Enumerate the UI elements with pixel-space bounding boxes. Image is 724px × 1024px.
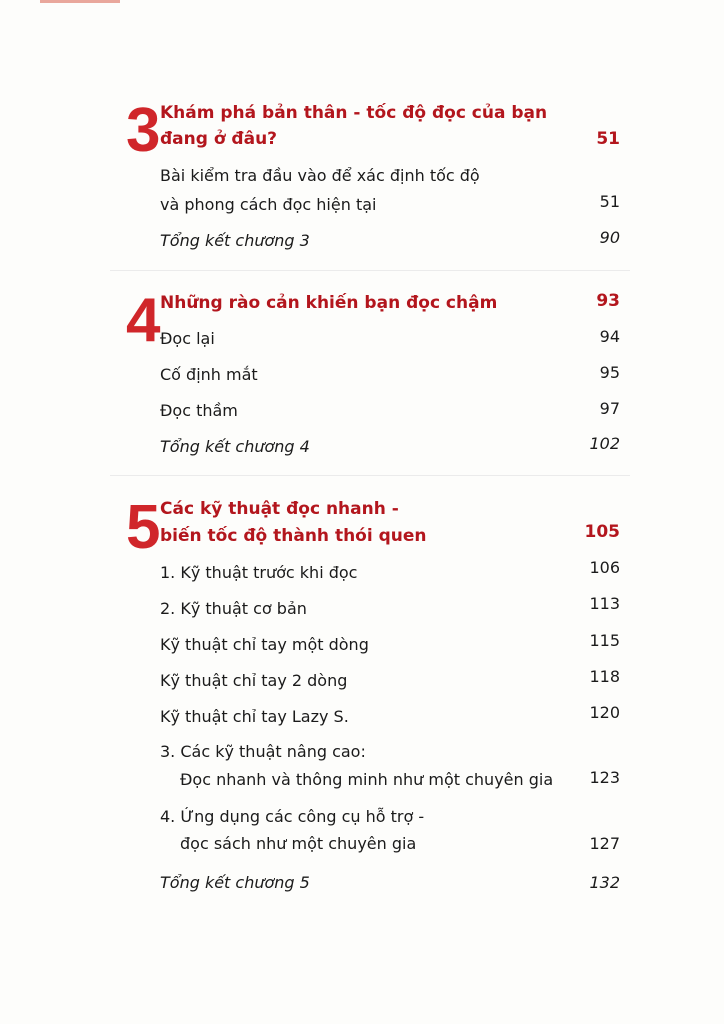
toc-entry-page: 90 <box>599 228 620 247</box>
toc-entry-page: 127 <box>589 834 620 853</box>
toc-entry-line: Đọc thầm <box>160 401 238 420</box>
toc-entry-line: Kỹ thuật chỉ tay 2 dòng <box>160 671 348 690</box>
chapter-number: 4 <box>126 286 159 355</box>
toc-entry-line: Tổng kết chương 4 <box>160 437 310 456</box>
toc-entry-page: 113 <box>589 594 620 613</box>
chapter-number: 5 <box>126 493 159 562</box>
toc-entry-line: Đọc lại <box>160 329 215 348</box>
chapter-number: 3 <box>126 96 159 165</box>
toc-entry-page: 106 <box>589 558 620 577</box>
toc-entry-page: 102 <box>589 434 620 453</box>
toc-entry-page: 120 <box>589 703 620 722</box>
chapter-page-number: 51 <box>596 129 620 149</box>
toc-entry-line: Tổng kết chương 3 <box>160 231 310 250</box>
section-divider <box>110 475 630 476</box>
toc-entry-page: 118 <box>589 667 620 686</box>
toc-entry-line: đọc sách như một chuyên gia <box>180 834 417 853</box>
toc-entry-page: 115 <box>589 631 620 650</box>
toc-entry-page: 132 <box>589 873 620 892</box>
chapter-page-number: 93 <box>596 291 620 311</box>
toc-entry-line: Kỹ thuật chỉ tay Lazy S. <box>160 707 349 726</box>
toc-entry-line: 3. Các kỹ thuật nâng cao: <box>160 742 366 761</box>
toc-entry-page: 94 <box>599 327 620 346</box>
toc-entry-line: 1. Kỹ thuật trước khi đọc <box>160 563 358 582</box>
toc-entry-line: Cố định mắt <box>160 365 258 384</box>
chapter-page-number: 105 <box>584 522 620 542</box>
chapter-title-line: Khám phá bản thân - tốc độ đọc của bạn <box>160 103 548 123</box>
toc-entry-line: Bài kiểm tra đầu vào để xác định tốc độ <box>160 166 480 185</box>
toc-entry-line: 4. Ứng dụng các công cụ hỗ trợ - <box>160 807 425 826</box>
toc-entry-page: 123 <box>589 768 620 787</box>
toc-entry-page: 51 <box>599 192 620 211</box>
toc-entry-line: 2. Kỹ thuật cơ bản <box>160 599 307 618</box>
chapter-title-line: biến tốc độ thành thói quen <box>160 526 427 546</box>
toc-entry-line: Tổng kết chương 5 <box>160 873 310 892</box>
toc-entry-line: Kỹ thuật chỉ tay một dòng <box>160 635 369 654</box>
toc-entry-line: Đọc nhanh và thông minh như một chuyên gia <box>180 770 554 789</box>
chapter-title-line: đang ở đâu? <box>160 129 278 149</box>
chapter-title-line: Các kỹ thuật đọc nhanh - <box>160 499 399 519</box>
toc-entry-line: và phong cách đọc hiện tại <box>160 195 377 214</box>
toc-entry-page: 95 <box>599 363 620 382</box>
section-divider <box>110 270 630 271</box>
toc-entry-page: 97 <box>599 399 620 418</box>
chapter-title-line: Những rào cản khiến bạn đọc chậm <box>160 293 498 313</box>
